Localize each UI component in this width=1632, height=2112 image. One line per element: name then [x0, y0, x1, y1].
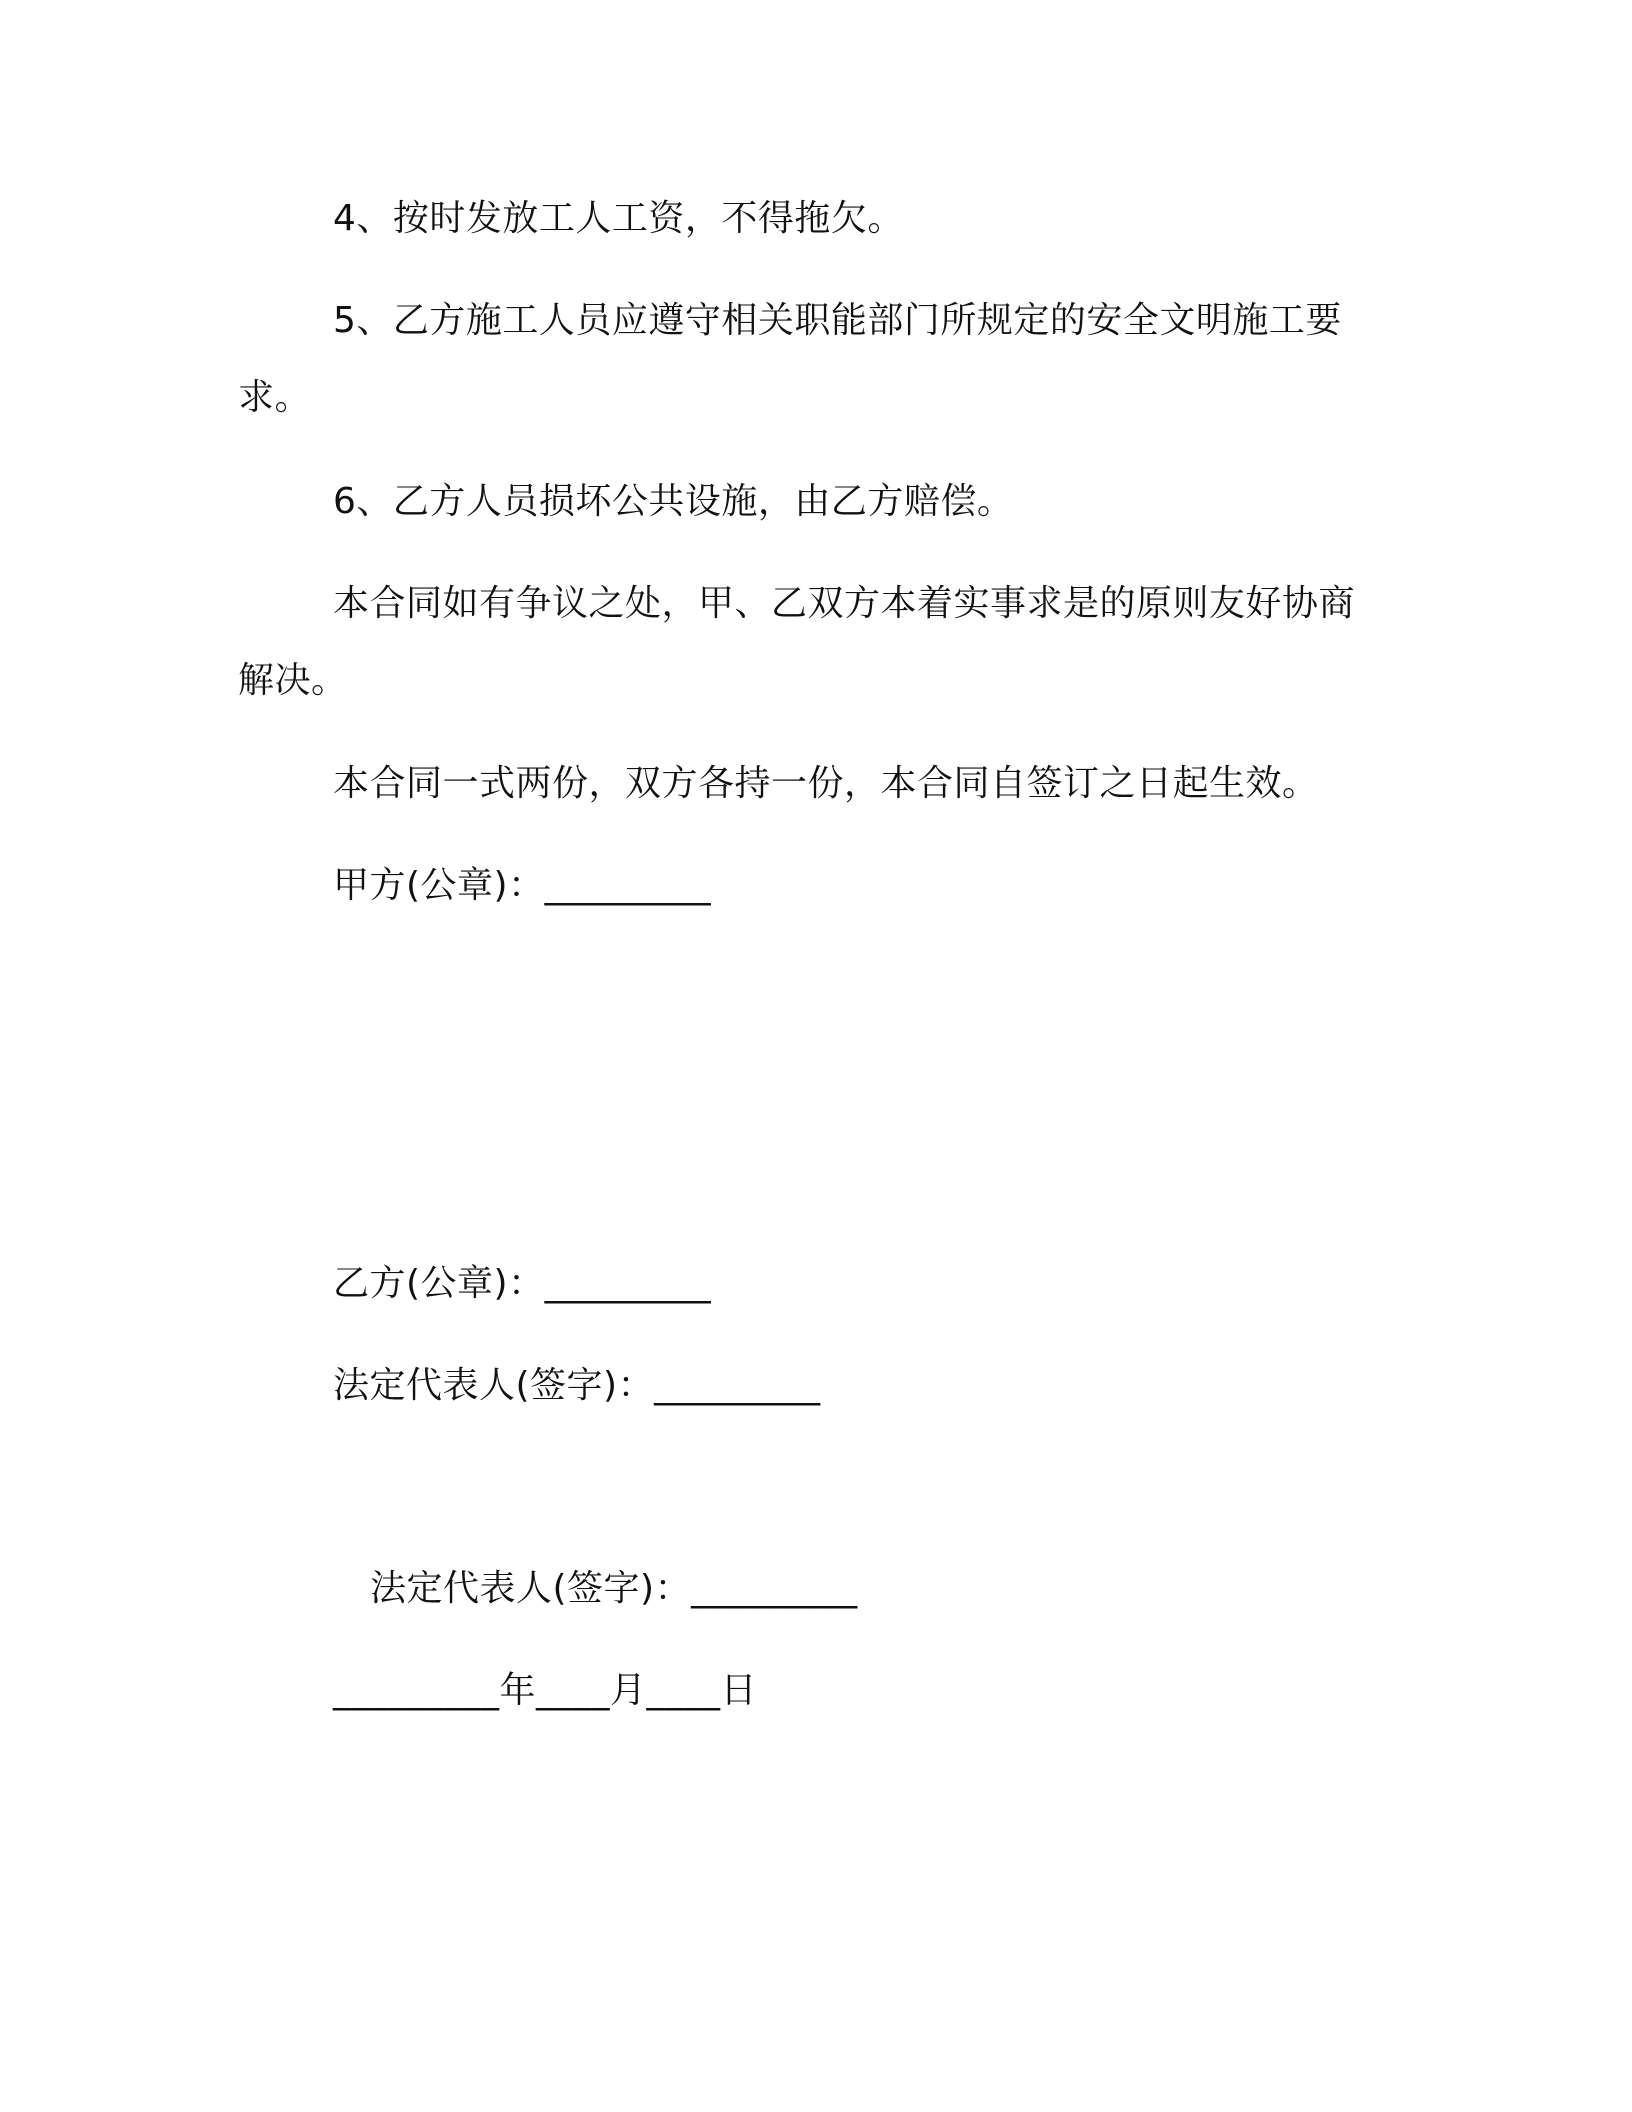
legal-rep-signature-field-2: 法定代表人(签字)：_________ [370, 1568, 858, 1609]
date-line: _________年____月____日 [333, 1670, 757, 1711]
clause-item-5: 5、乙方施工人员应遵守相关职能部门所规定的安全文明施工要 [333, 300, 1342, 341]
party-a-seal-field: 甲方(公章)：_________ [333, 865, 712, 906]
copies-clause: 本合同一式两份，双方各持一份，本合同自签订之日起生效。 [333, 763, 1319, 804]
dispute-clause-continuation: 解决。 [238, 660, 348, 701]
clause-item-4: 4、按时发放工人工资，不得拖欠。 [333, 198, 904, 239]
legal-rep-signature-field: 法定代表人(签字)：_________ [333, 1365, 821, 1406]
clause-item-5-continuation: 求。 [238, 377, 312, 418]
clause-item-6: 6、乙方人员损坏公共设施，由乙方赔偿。 [333, 481, 1014, 522]
party-b-seal-field: 乙方(公章)：_________ [333, 1263, 712, 1304]
dispute-clause: 本合同如有争议之处，甲、乙双方本着实事求是的原则友好协商 [333, 583, 1356, 624]
